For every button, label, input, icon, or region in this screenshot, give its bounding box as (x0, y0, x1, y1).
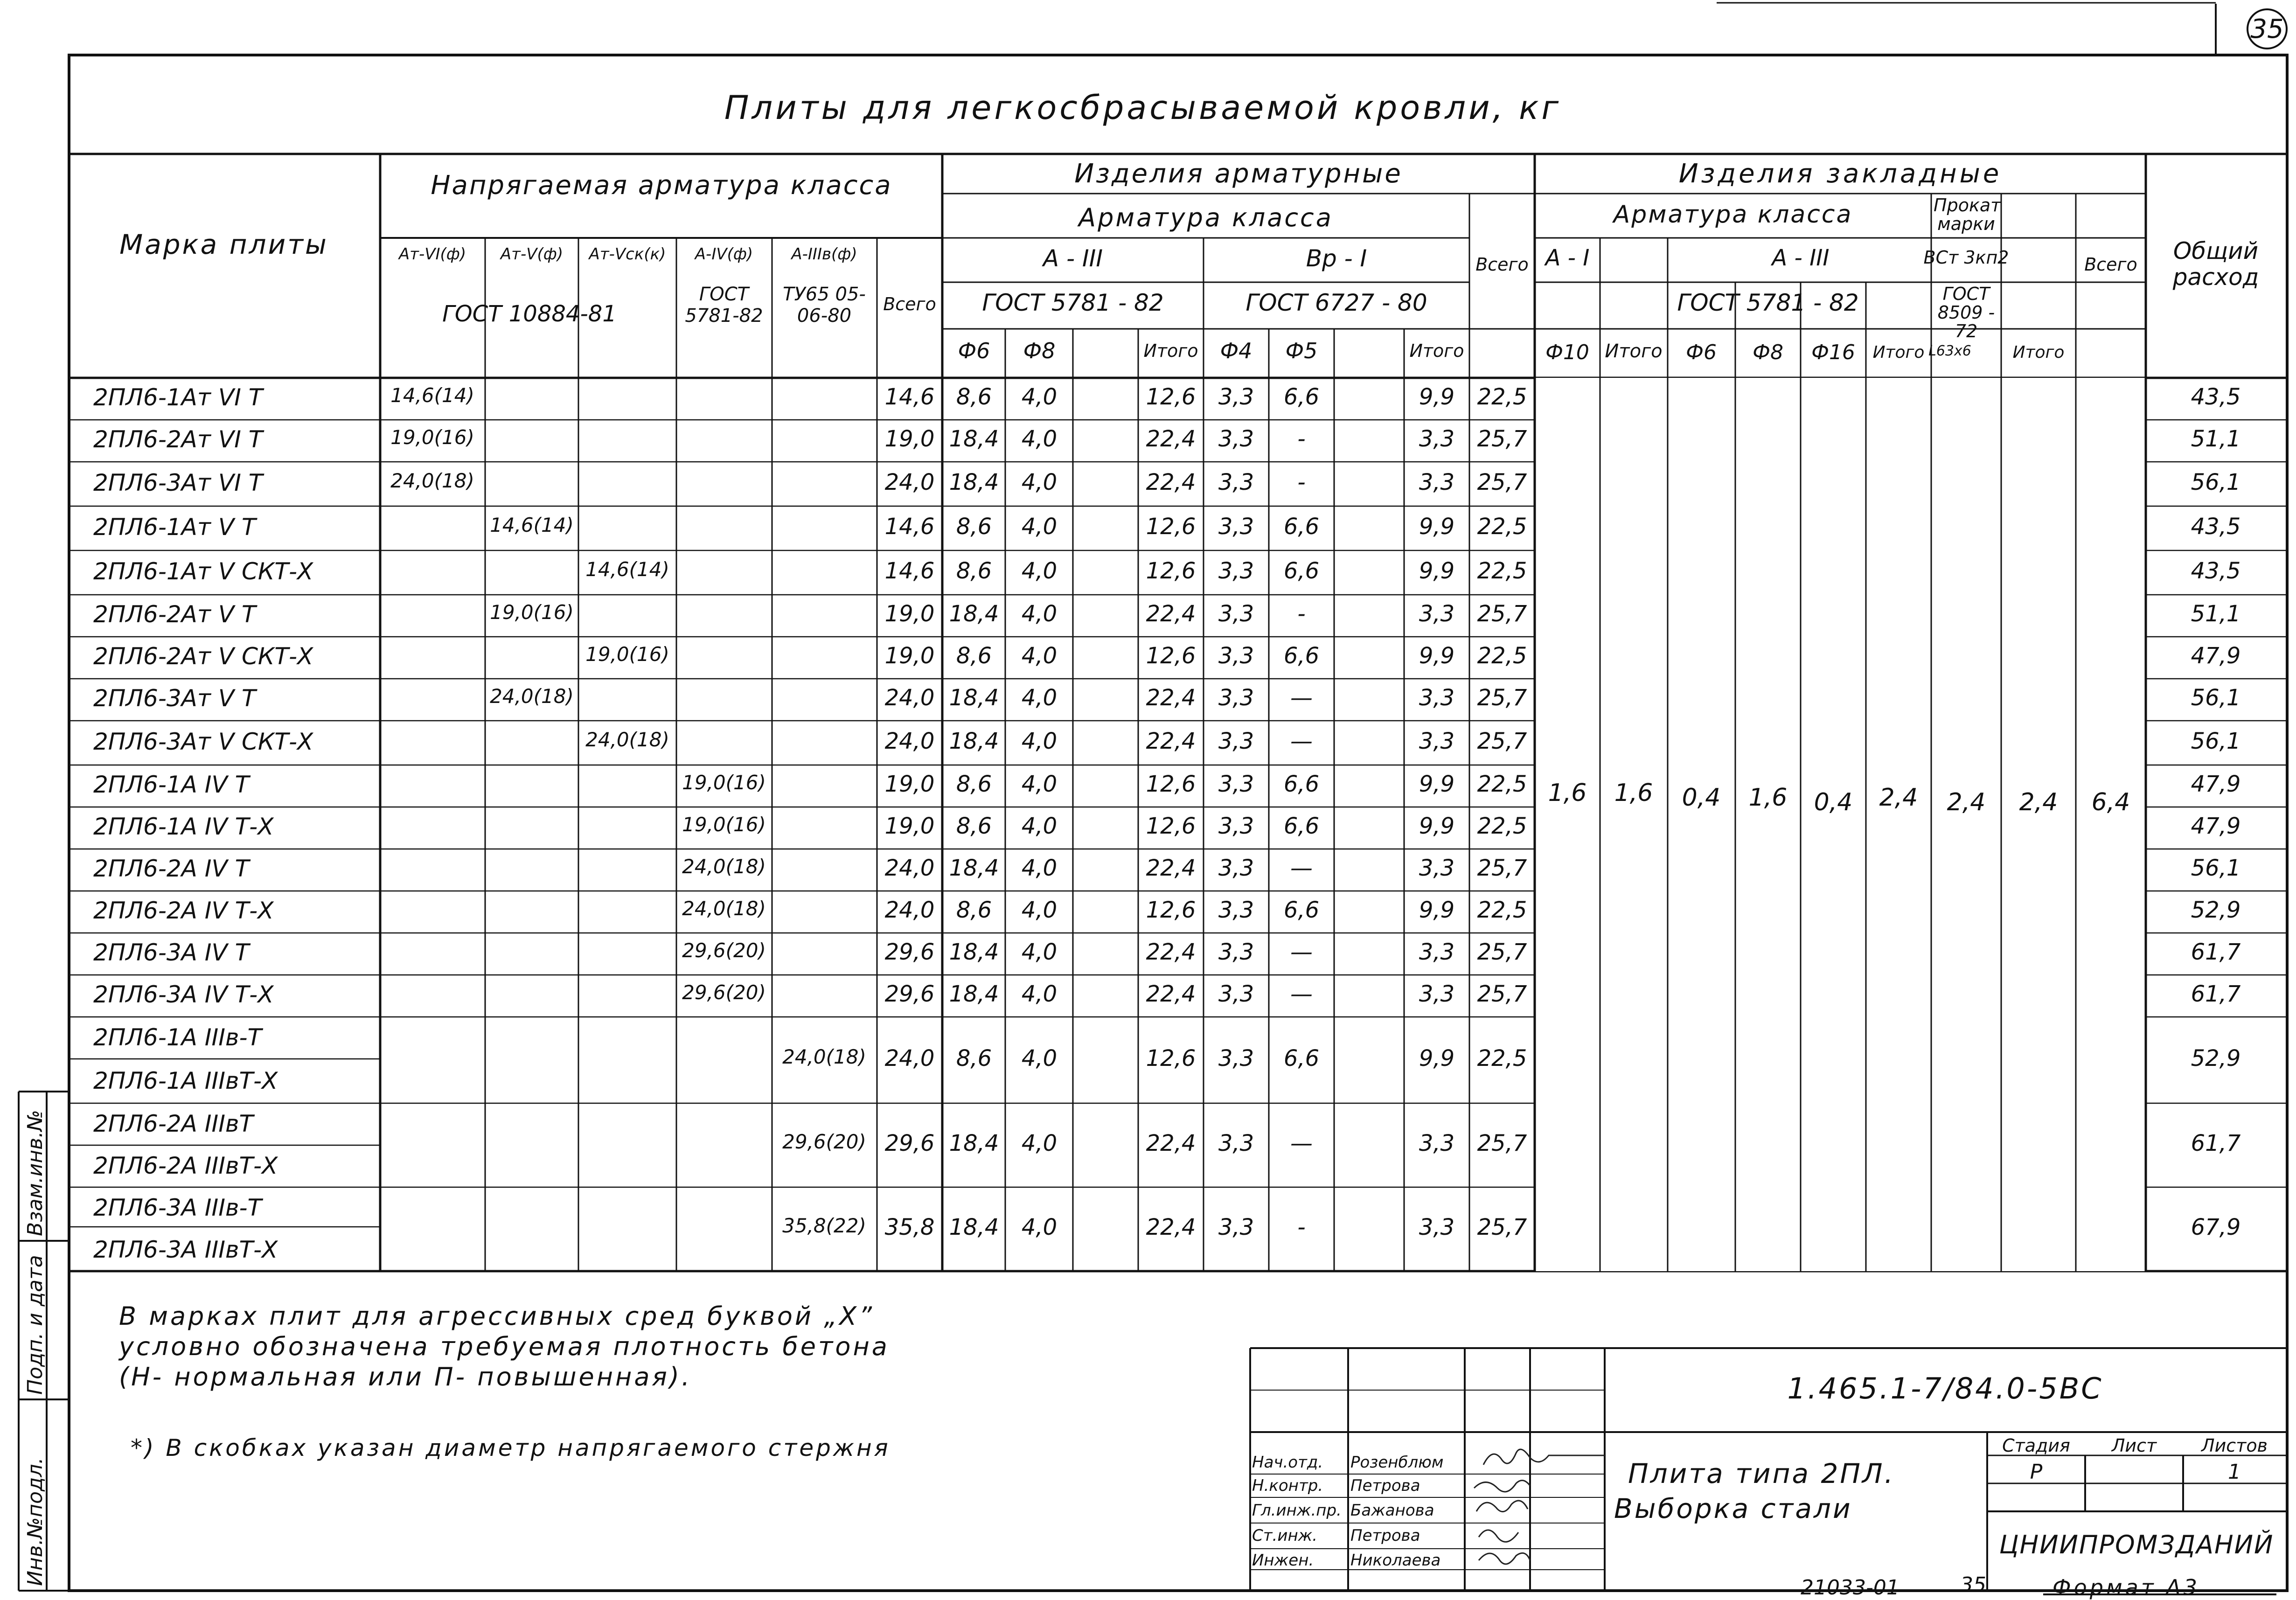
header-l63: L63х6 (1928, 343, 1971, 359)
cell-vs2: 22,5 (1477, 643, 1527, 669)
stamp-code: 1.465.1-7/84.0-5ВС (1787, 1371, 2103, 1405)
note-footnote: *) В скобках указан диаметр напрягаемого стержня (131, 1434, 891, 1461)
page-number: 35 (2250, 14, 2284, 44)
stamp-listov-label: Листов (2201, 1435, 2268, 1456)
header-armatur-products: Изделия арматурные (1074, 159, 1403, 189)
embedded-itogo: 1,6 (1614, 779, 1653, 807)
cell-f5: 6,6 (1283, 643, 1320, 669)
cell-c4: 29,6(20) (682, 981, 766, 1004)
cell-f5: - (1297, 1214, 1306, 1240)
cell-it2: 9,9 (1419, 513, 1455, 540)
cell-f8: 4,0 (1021, 728, 1058, 754)
cell-f4: 3,3 (1218, 601, 1254, 627)
cell-f6: 8,6 (956, 384, 992, 410)
cell-f6: 8,6 (956, 813, 992, 839)
cell-c2: 14,6(14) (490, 513, 574, 536)
stamp-title-2: Выборка стали (1614, 1493, 1852, 1524)
header-mark: Марка плиты (119, 229, 328, 260)
cell-f6: 18,4 (949, 1130, 999, 1156)
cell-f6: 18,4 (949, 469, 999, 495)
cell-vs2: 25,7 (1477, 1130, 1527, 1156)
bottom-page: 35 (1960, 1573, 1986, 1597)
header-armatura-klassa: Арматура класса (1078, 203, 1333, 232)
cell-vs: 29,6 (884, 939, 935, 965)
stamp-name-1: Розенблюм (1350, 1453, 1444, 1472)
cell-vs2: 25,7 (1477, 855, 1527, 881)
cell-vs2: 25,7 (1477, 685, 1527, 711)
cell-f8: 4,0 (1021, 1045, 1058, 1071)
stamp-title-1: Плита типа 2ПЛ. (1628, 1458, 1895, 1489)
stamp-organization: ЦНИИПРОМЗДАНИЙ (1999, 1530, 2274, 1559)
cell-it: 22,4 (1146, 601, 1196, 627)
cell-f4: 3,3 (1218, 643, 1254, 669)
cell-f5: 6,6 (1283, 813, 1320, 839)
header-col-aiiiv: А-IIIв(ф) (791, 245, 857, 264)
header-d8: Ф8 (1023, 338, 1056, 363)
cell-f6: 8,6 (956, 771, 992, 797)
cell-f4: 3,3 (1218, 513, 1254, 540)
page-title: Плиты для легкосбрасываемой кровли, кг (724, 89, 1562, 127)
cell-it: 22,4 (1146, 1214, 1196, 1240)
header-itogo4: Итого (2012, 343, 2065, 362)
cell-f8: 4,0 (1021, 384, 1058, 410)
cell-it2: 3,3 (1419, 1214, 1455, 1240)
stamp-name-2: Петрова (1350, 1476, 1420, 1495)
row-mark: 2ПЛ6-2Ат VI Т (93, 426, 263, 453)
cell-vs2: 25,7 (1477, 469, 1527, 495)
side-label-inv: Инв.№подл. (23, 1457, 47, 1586)
cell-f6: 8,6 (956, 557, 992, 584)
cell-c5: 29,6(20) (782, 1130, 866, 1153)
cell-vs: 35,8 (884, 1214, 935, 1240)
cell-f4: 3,3 (1218, 685, 1254, 711)
cell-it2: 3,3 (1419, 1130, 1455, 1156)
embedded-itogo2: 2,4 (1879, 784, 1918, 812)
cell-f4: 3,3 (1218, 771, 1254, 797)
cell-vs: 14,6 (884, 384, 935, 410)
cell-f8: 4,0 (1021, 981, 1058, 1007)
cell-f8: 4,0 (1021, 685, 1058, 711)
cell-vs: 19,0 (884, 426, 935, 452)
cell-f6: 8,6 (956, 643, 992, 669)
cell-it: 22,4 (1146, 469, 1196, 495)
row-mark: 2ПЛ6-2А IIIвТ-Х (93, 1152, 278, 1179)
cell-it: 22,4 (1146, 426, 1196, 452)
cell-tot: 52,9 (2191, 897, 2241, 923)
embedded-d10: 1,6 (1548, 779, 1587, 807)
cell-f4: 3,3 (1218, 1045, 1254, 1071)
header-col-atvsk: Ат-Vск(к) (589, 245, 666, 264)
row-mark: 2ПЛ6-3А IIIв-Т (93, 1194, 262, 1221)
cell-it: 12,6 (1146, 771, 1196, 797)
header-vst: ВСт 3кп2 (1923, 247, 2009, 268)
header-itogo-vr: Итого (1409, 341, 1464, 361)
cell-it2: 9,9 (1419, 813, 1455, 839)
row-mark: 2ПЛ6-1А IV Т (93, 771, 250, 798)
cell-vs: 29,6 (884, 1130, 935, 1156)
cell-f4: 3,3 (1218, 426, 1254, 452)
cell-it: 12,6 (1146, 513, 1196, 540)
stamp-list-label: Лист (2111, 1435, 2157, 1456)
cell-f5: 6,6 (1283, 513, 1320, 540)
header-vsego: Всего (883, 294, 936, 314)
bottom-code: 21033-01 (1801, 1576, 1899, 1600)
cell-vs: 19,0 (884, 643, 935, 669)
header-gost-10884: ГОСТ 10884-81 (442, 301, 617, 327)
header-total: Общий расход (2172, 237, 2259, 291)
cell-vs: 24,0 (884, 685, 935, 711)
stamp-role-1: Нач.отд. (1252, 1453, 1323, 1472)
cell-f4: 3,3 (1218, 1214, 1254, 1240)
cell-c3: 24,0(18) (585, 728, 669, 751)
cell-c4: 29,6(20) (682, 939, 766, 962)
cell-it2: 9,9 (1419, 1045, 1455, 1071)
cell-c1: 19,0(16) (390, 426, 474, 449)
row-mark: 2ПЛ6-1Ат V СКТ-Х (93, 557, 313, 585)
embedded-d8: 1,6 (1748, 784, 1788, 812)
stamp-name-4: Петрова (1350, 1526, 1420, 1545)
side-label-vzam: Взам.инв.№ (23, 1110, 47, 1236)
row-mark: 2ПЛ6-2А IIIвТ (93, 1110, 254, 1137)
header-vsego3: Всего (2084, 254, 2137, 275)
cell-vs2: 25,7 (1477, 426, 1527, 452)
cell-tot: 51,1 (2191, 601, 2241, 627)
cell-vs: 24,0 (884, 728, 935, 754)
stamp-stadia-label: Стадия (2002, 1435, 2070, 1456)
cell-tot: 43,5 (2191, 513, 2241, 540)
header-itogo3: Итого (1872, 343, 1925, 362)
cell-c5: 24,0(18) (782, 1045, 866, 1068)
cell-vs2: 25,7 (1477, 981, 1527, 1007)
cell-it: 12,6 (1146, 897, 1196, 923)
header-tensioned: Напрягаемая арматура класса (431, 170, 892, 201)
cell-vs2: 25,7 (1477, 728, 1527, 754)
cell-vs2: 22,5 (1477, 384, 1527, 410)
cell-c4: 19,0(16) (682, 813, 766, 836)
stamp-listov-value: 1 (2228, 1460, 2241, 1484)
header-itogo: Итого (1143, 341, 1198, 361)
cell-it: 12,6 (1146, 1045, 1196, 1071)
stamp-stadia-value: Р (2030, 1460, 2043, 1484)
cell-it2: 3,3 (1419, 855, 1455, 881)
header-d10: Ф10 (1545, 341, 1589, 364)
cell-c2: 19,0(16) (490, 601, 574, 624)
cell-f4: 3,3 (1218, 1130, 1254, 1156)
cell-f5: 6,6 (1283, 557, 1320, 584)
stamp-role-2: Н.контр. (1252, 1476, 1323, 1495)
cell-f6: 8,6 (956, 513, 992, 540)
cell-f8: 4,0 (1021, 939, 1058, 965)
header-col-atvi: Ат-VI(ф) (398, 245, 466, 264)
cell-f8: 4,0 (1021, 1130, 1058, 1156)
row-mark: 2ПЛ6-1А IIIвТ-Х (93, 1067, 278, 1094)
row-mark: 2ПЛ6-3Ат VI Т (93, 469, 263, 496)
stamp-name-5: Николаева (1350, 1551, 1441, 1570)
cell-c4: 24,0(18) (682, 855, 766, 878)
cell-f4: 3,3 (1218, 557, 1254, 584)
cell-f6: 18,4 (949, 981, 999, 1007)
header-d5: Ф5 (1285, 338, 1318, 363)
embedded-vsego: 6,4 (2091, 788, 2130, 816)
cell-it2: 3,3 (1419, 981, 1455, 1007)
row-mark: 2ПЛ6-3Ат V Т (93, 685, 256, 712)
header-itogo2: Итого (1605, 341, 1663, 362)
cell-f4: 3,3 (1218, 384, 1254, 410)
header-d4: Ф4 (1220, 338, 1252, 363)
cell-f5: — (1290, 981, 1313, 1007)
cell-tot: 61,7 (2191, 1130, 2241, 1156)
cell-tot: 51,1 (2191, 426, 2241, 452)
cell-c3: 14,6(14) (585, 557, 669, 581)
header-tu: ТУ65 05-06-80 (783, 284, 866, 327)
cell-it2: 3,3 (1419, 601, 1455, 627)
cell-tot: 56,1 (2191, 728, 2241, 754)
row-mark: 2ПЛ6-3А IV Т (93, 939, 250, 966)
cell-tot: 56,1 (2191, 469, 2241, 495)
cell-f5: — (1290, 728, 1313, 754)
cell-vs: 29,6 (884, 981, 935, 1007)
cell-f4: 3,3 (1218, 728, 1254, 754)
row-mark: 2ПЛ6-1А IIIв-Т (93, 1024, 262, 1051)
stamp-role-4: Ст.инж. (1252, 1526, 1318, 1545)
header-gost-5781c: ГОСТ 5781 - 82 (1677, 289, 1859, 316)
cell-f8: 4,0 (1021, 469, 1058, 495)
embedded-l63: 2,4 (1947, 788, 1986, 816)
header-d16: Ф16 (1811, 341, 1855, 364)
cell-vs2: 22,5 (1477, 557, 1527, 584)
row-mark: 2ПЛ6-2А IV Т (93, 855, 250, 882)
cell-f6: 8,6 (956, 1045, 992, 1071)
cell-tot: 47,9 (2191, 771, 2241, 797)
cell-c1: 14,6(14) (390, 384, 474, 407)
cell-it2: 9,9 (1419, 557, 1455, 584)
cell-vs: 14,6 (884, 513, 935, 540)
cell-tot: 43,5 (2191, 384, 2241, 410)
note-line-3: (Н- нормальная или П- повышенная). (119, 1362, 692, 1391)
cell-it2: 9,9 (1419, 384, 1455, 410)
cell-vs: 19,0 (884, 771, 935, 797)
header-prokat: Прокат марки (1934, 195, 2001, 234)
row-mark: 2ПЛ6-1Ат VI Т (93, 384, 263, 411)
header-gost-5781b: ГОСТ 5781 - 82 (982, 289, 1164, 316)
cell-f5: 6,6 (1283, 771, 1320, 797)
cell-f8: 4,0 (1021, 1214, 1058, 1240)
cell-it: 12,6 (1146, 813, 1196, 839)
cell-vs2: 22,5 (1477, 897, 1527, 923)
cell-f8: 4,0 (1021, 557, 1058, 584)
row-mark: 2ПЛ6-1Ат V Т (93, 513, 256, 541)
cell-tot: 67,9 (2191, 1214, 2241, 1240)
cell-f5: - (1297, 469, 1306, 495)
cell-f5: 6,6 (1283, 1045, 1320, 1071)
cell-f4: 3,3 (1218, 855, 1254, 881)
cell-f6: 18,4 (949, 685, 999, 711)
row-mark: 2ПЛ6-2А IV Т-Х (93, 897, 274, 924)
cell-f8: 4,0 (1021, 426, 1058, 452)
header-gost-8509: ГОСТ 8509 - 72 (1937, 284, 1995, 341)
header-gost-5781a: ГОСТ 5781-82 (685, 284, 763, 327)
row-mark: 2ПЛ6-2Ат V СКТ-Х (93, 643, 313, 670)
cell-f5: — (1290, 939, 1313, 965)
cell-it2: 3,3 (1419, 685, 1455, 711)
cell-it2: 9,9 (1419, 897, 1455, 923)
note-line-2: условно обозначена требуемая плотность бетона (119, 1332, 890, 1361)
cell-tot: 56,1 (2191, 685, 2241, 711)
cell-it2: 3,3 (1419, 939, 1455, 965)
cell-tot: 61,7 (2191, 981, 2241, 1007)
header-vr1: Вр - I (1306, 245, 1367, 272)
cell-f6: 18,4 (949, 855, 999, 881)
cell-f5: 6,6 (1283, 384, 1320, 410)
cell-it: 22,4 (1146, 855, 1196, 881)
cell-c4: 24,0(18) (682, 897, 766, 920)
cell-it2: 3,3 (1419, 728, 1455, 754)
cell-vs2: 25,7 (1477, 939, 1527, 965)
header-embedded: Изделия закладные (1678, 159, 2002, 189)
header-col-aiv: А-IV(ф) (695, 245, 753, 264)
side-label-podp: Подп. и дата (23, 1255, 47, 1395)
cell-f4: 3,3 (1218, 813, 1254, 839)
cell-f6: 18,4 (949, 601, 999, 627)
cell-it: 12,6 (1146, 384, 1196, 410)
cell-c1: 24,0(18) (390, 469, 474, 492)
cell-f6: 18,4 (949, 1214, 999, 1240)
cell-it2: 3,3 (1419, 426, 1455, 452)
note-line-1: В марках плит для агрессивных сред буквой „Х” (119, 1301, 875, 1331)
stamp-name-3: Бажанова (1350, 1501, 1434, 1520)
cell-f5: - (1297, 601, 1306, 627)
cell-c3: 19,0(16) (585, 643, 669, 666)
cell-it2: 3,3 (1419, 469, 1455, 495)
cell-vs: 24,0 (884, 855, 935, 881)
cell-tot: 47,9 (2191, 643, 2241, 669)
cell-tot: 56,1 (2191, 855, 2241, 881)
cell-it2: 9,9 (1419, 643, 1455, 669)
cell-vs2: 22,5 (1477, 1045, 1527, 1071)
cell-f6: 18,4 (949, 728, 999, 754)
cell-f4: 3,3 (1218, 939, 1254, 965)
embedded-itogo3: 2,4 (2019, 788, 2058, 816)
row-mark: 2ПЛ6-2Ат V Т (93, 601, 256, 628)
header-a3b: А - III (1772, 245, 1830, 271)
cell-f8: 4,0 (1021, 855, 1058, 881)
cell-f8: 4,0 (1021, 601, 1058, 627)
cell-tot: 52,9 (2191, 1045, 2241, 1071)
cell-f4: 3,3 (1218, 897, 1254, 923)
cell-it: 22,4 (1146, 939, 1196, 965)
cell-f8: 4,0 (1021, 813, 1058, 839)
cell-it: 12,6 (1146, 643, 1196, 669)
cell-f8: 4,0 (1021, 643, 1058, 669)
stamp-role-5: Инжен. (1252, 1551, 1314, 1570)
cell-f5: — (1290, 1130, 1313, 1156)
cell-it: 12,6 (1146, 557, 1196, 584)
row-mark: 2ПЛ6-3Ат V СКТ-Х (93, 728, 313, 755)
cell-vs2: 22,5 (1477, 771, 1527, 797)
row-mark: 2ПЛ6-3А IV Т-Х (93, 981, 274, 1008)
header-gost-6727: ГОСТ 6727 - 80 (1245, 289, 1427, 316)
cell-tot: 43,5 (2191, 557, 2241, 584)
cell-vs: 24,0 (884, 1045, 935, 1071)
header-d6b: Ф6 (1686, 341, 1717, 364)
cell-vs: 19,0 (884, 813, 935, 839)
header-d6: Ф6 (958, 338, 990, 363)
embedded-d16: 0,4 (1814, 788, 1853, 816)
cell-vs2: 22,5 (1477, 813, 1527, 839)
cell-c2: 24,0(18) (490, 685, 574, 708)
header-a1: А - I (1545, 245, 1590, 271)
cell-f4: 3,3 (1218, 981, 1254, 1007)
cell-it: 22,4 (1146, 1130, 1196, 1156)
header-a3: А - III (1043, 245, 1103, 272)
cell-f8: 4,0 (1021, 513, 1058, 540)
cell-it: 22,4 (1146, 981, 1196, 1007)
row-mark: 2ПЛ6-1А IV Т-Х (93, 813, 274, 840)
format-label: Формат А3 (2052, 1575, 2200, 1600)
cell-c5: 35,8(22) (782, 1214, 866, 1237)
header-armatura-klassa2: Арматура класса (1613, 201, 1853, 229)
row-mark: 2ПЛ6-3А IIIвТ-Х (93, 1236, 278, 1263)
cell-vs2: 25,7 (1477, 1214, 1527, 1240)
cell-f5: 6,6 (1283, 897, 1320, 923)
cell-vs: 19,0 (884, 601, 935, 627)
cell-f8: 4,0 (1021, 771, 1058, 797)
header-col-atv: Ат-V(ф) (500, 245, 564, 264)
cell-tot: 47,9 (2191, 813, 2241, 839)
header-d8b: Ф8 (1753, 341, 1783, 364)
cell-f6: 8,6 (956, 897, 992, 923)
cell-f5: — (1290, 685, 1313, 711)
cell-f5: - (1297, 426, 1306, 452)
cell-vs: 14,6 (884, 557, 935, 584)
cell-vs2: 22,5 (1477, 513, 1527, 540)
cell-vs2: 25,7 (1477, 601, 1527, 627)
cell-it: 22,4 (1146, 728, 1196, 754)
cell-f4: 3,3 (1218, 469, 1254, 495)
cell-it: 22,4 (1146, 685, 1196, 711)
cell-c4: 19,0(16) (682, 771, 766, 794)
stamp-role-3: Гл.инж.пр. (1252, 1501, 1342, 1520)
cell-f6: 18,4 (949, 939, 999, 965)
cell-f5: — (1290, 855, 1313, 881)
cell-vs: 24,0 (884, 469, 935, 495)
cell-it2: 9,9 (1419, 771, 1455, 797)
cell-tot: 61,7 (2191, 939, 2241, 965)
embedded-d6: 0,4 (1682, 784, 1721, 812)
cell-vs: 24,0 (884, 897, 935, 923)
header-vsego2: Всего (1475, 254, 1529, 275)
cell-f8: 4,0 (1021, 897, 1058, 923)
cell-f6: 18,4 (949, 426, 999, 452)
